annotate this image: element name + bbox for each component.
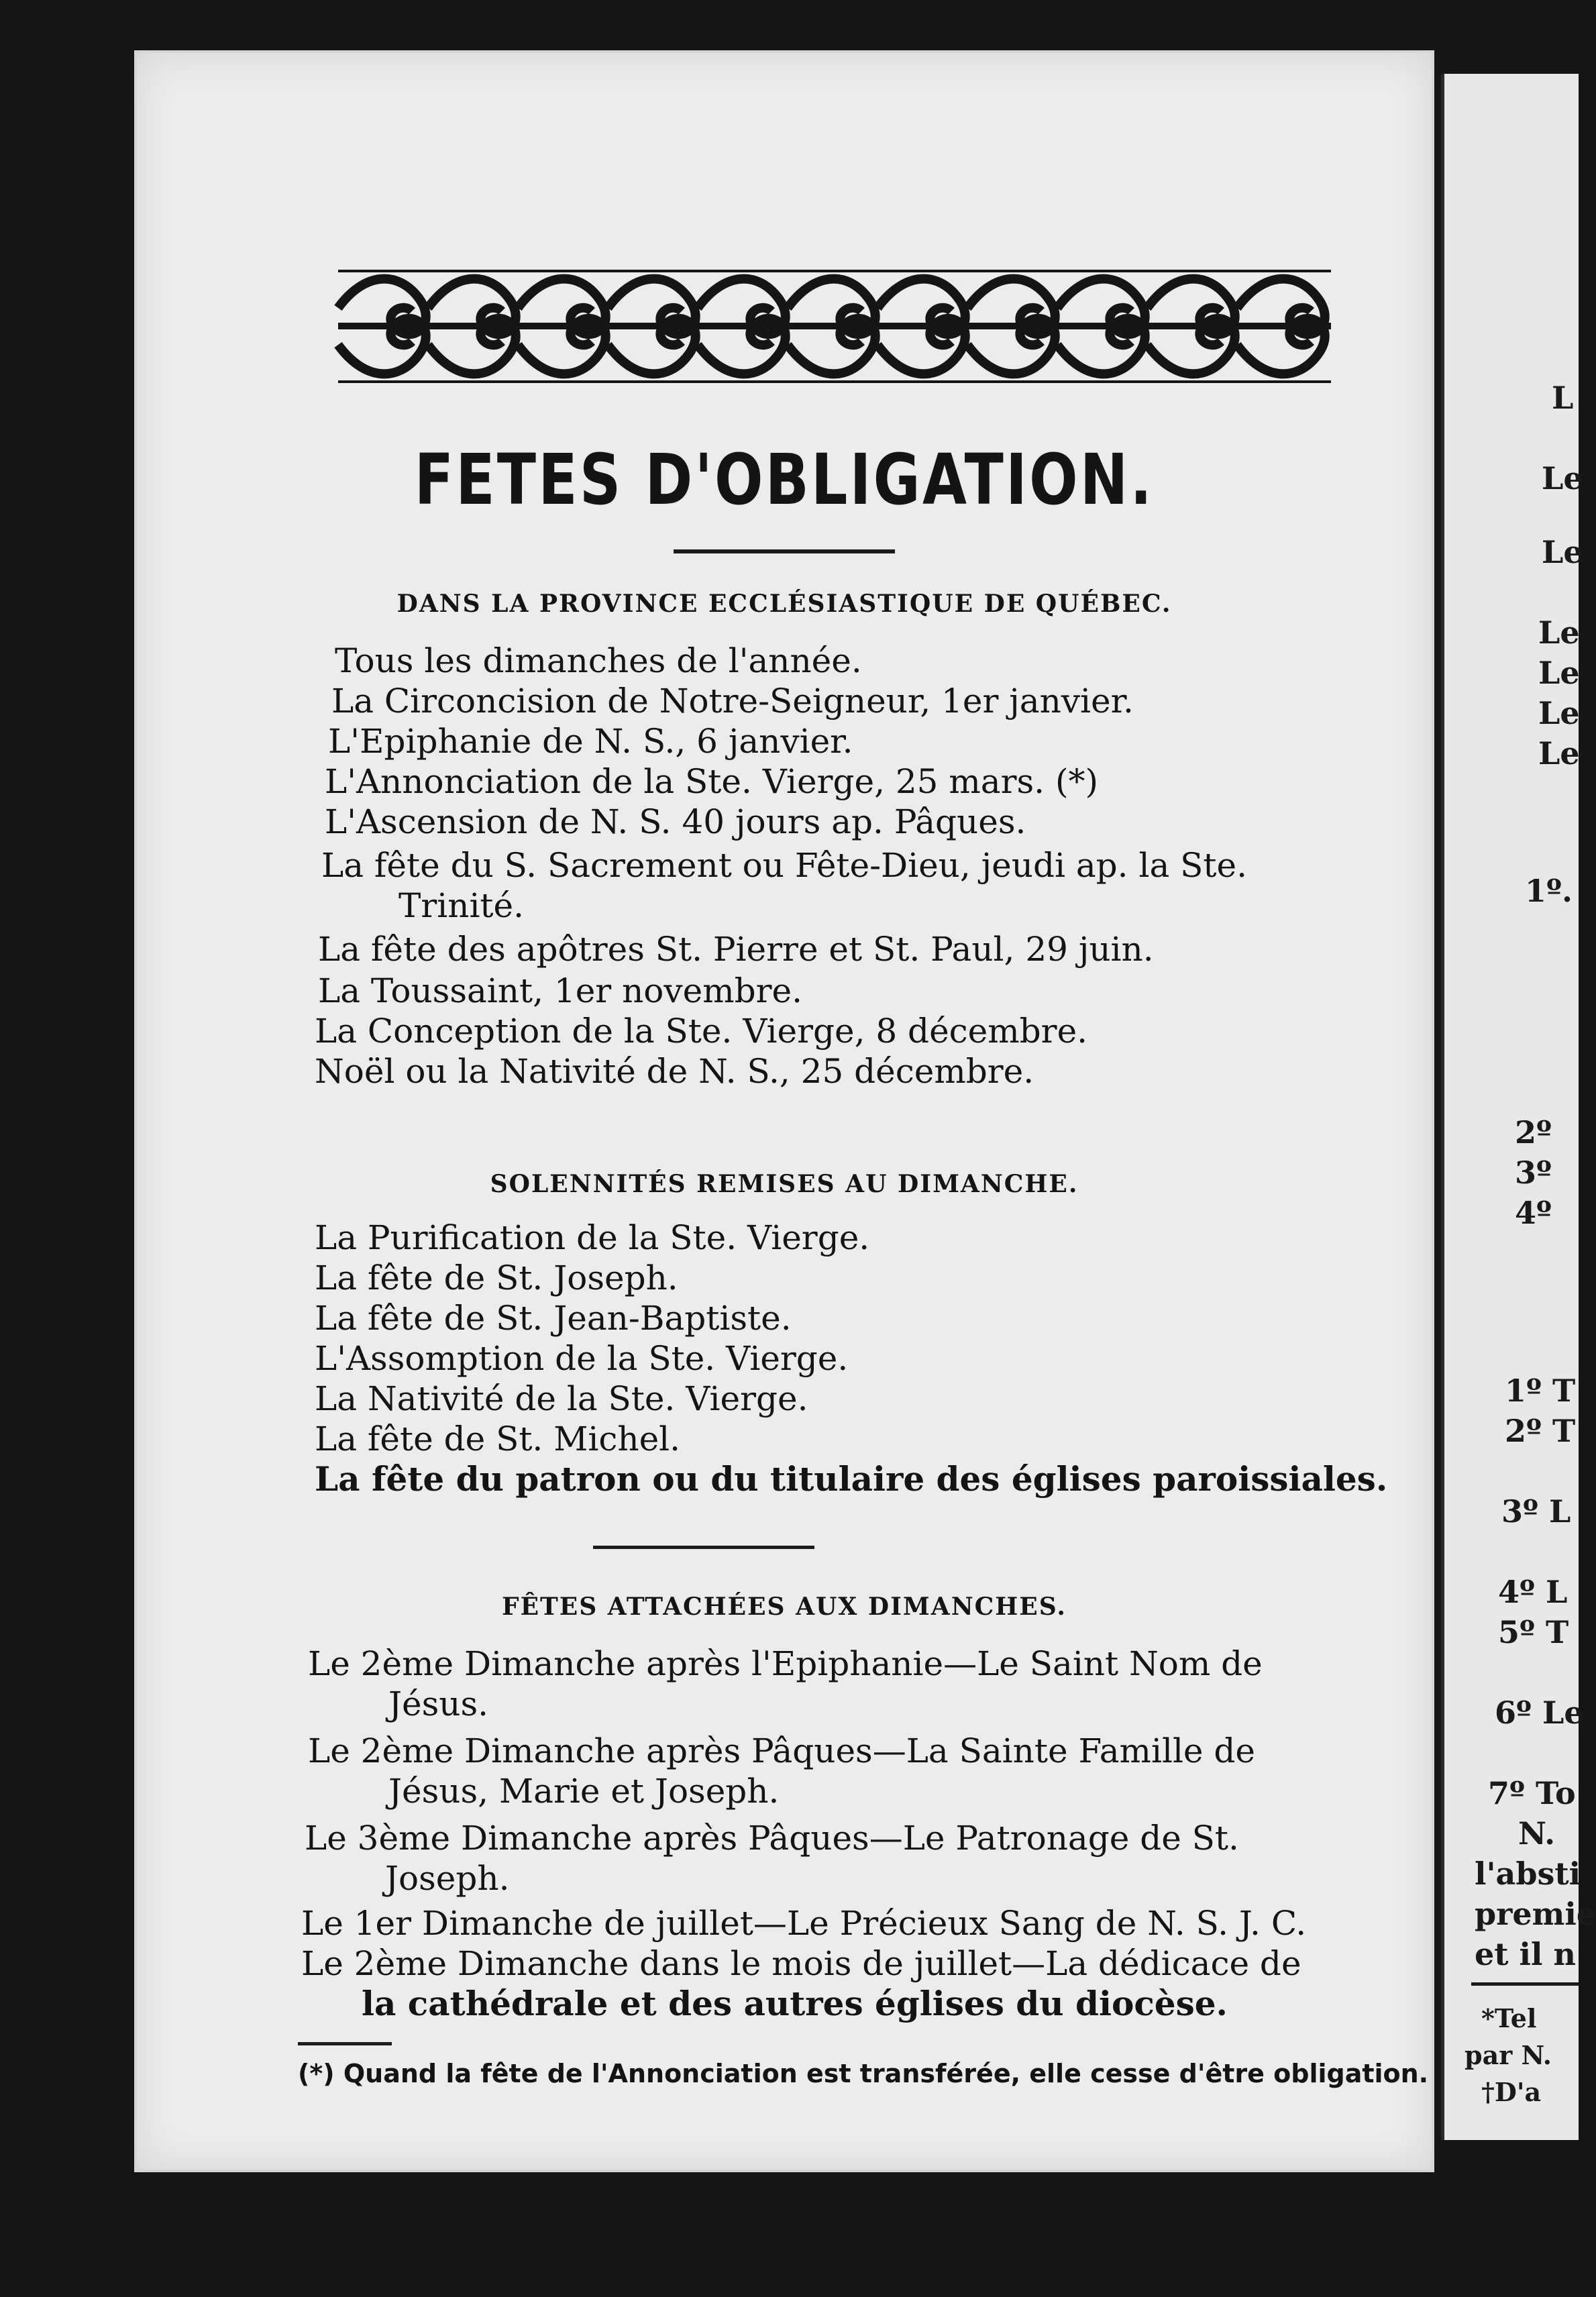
right-page-fragment: 5º T [1498,1614,1569,1650]
right-page-fragment: †D'a [1481,2077,1542,2107]
right-page-fragment: 1º T [1505,1373,1576,1409]
section-heading-solennites: SOLENNITÉS REMISES AU DIMANCHE. [490,1170,1079,1198]
dimanche-item: Le 1er Dimanche de juillet—Le Précieux Sang de N. S. J. C. [301,1904,1307,1943]
obligation-item: L'Epiphanie de N. S., 6 janvier. [328,722,853,761]
right-page-fragment: N. [1518,1815,1556,1852]
dimanche-item-continuation: Joseph. [385,1859,510,1898]
book-page-left [134,50,1434,2172]
right-page-fragment: Le [1538,655,1580,691]
right-page-rule [1471,1982,1579,1986]
decorative-vine-ornament [338,244,1331,405]
right-page-fragment: Le [1538,735,1580,771]
right-page-fragment: Le [1538,615,1580,651]
solennite-item: La fête de St. Joseph. [315,1259,678,1297]
right-page-fragment: et il n [1475,1936,1576,1972]
dimanche-item: Le 2ème Dimanche après Pâques—La Sainte Famille de [308,1731,1256,1770]
section-rule [593,1546,814,1549]
obligation-item: L'Annonciation de la Ste. Vierge, 25 mars. (*) [325,762,1098,801]
right-page-fragment: 1º. [1525,873,1573,909]
obligation-item: L'Ascension de N. S. 40 jours ap. Pâques. [325,802,1026,841]
right-page-fragment: l'absti [1475,1856,1581,1892]
dimanche-item-continuation: Jésus, Marie et Joseph. [388,1772,780,1811]
book-page-right-edge [1441,74,1596,2140]
obligation-item-continuation: Trinité. [398,886,525,925]
right-page-fragment: 4º [1515,1195,1552,1231]
obligation-item: Noël ou la Nativité de N. S., 25 décembre. [315,1052,1034,1091]
obligation-item: La fête des apôtres St. Pierre et St. Paul, 29 juin. [318,930,1154,969]
title-rule [674,549,895,553]
right-page-fragment: 2º T [1505,1413,1576,1449]
right-page-fragment: L [1552,380,1574,416]
dimanche-item: Le 2ème Dimanche dans le mois de juillet—La dédicace de [301,1944,1301,1983]
solennite-item: La fête de St. Jean-Baptiste. [315,1299,792,1338]
right-page-fragment: 2º [1515,1114,1552,1151]
right-page-fragment: *Tel [1481,2003,1537,2033]
dimanche-item-continuation: Jésus. [388,1685,489,1723]
dimanche-item: Le 3ème Dimanche après Pâques—Le Patronage de St. [305,1819,1239,1858]
section-heading-fetes-dimanches: FÊTES ATTACHÉES AUX DIMANCHES. [502,1593,1067,1621]
footnote: (*) Quand la fête de l'Annonciation est transférée, elle cesse d'être obligation. [298,2059,1429,2088]
obligation-item: La Circoncision de Notre-Seigneur, 1er janvier. [331,682,1134,720]
dimanche-item-continuation: la cathédrale et des autres églises du diocèse. [362,1984,1228,2023]
footnote-rule [298,2042,392,2045]
right-page-fragment: Le [1542,460,1583,496]
page-title: FETES D'OBLIGATION. [414,439,1155,521]
obligation-item: La Conception de la Ste. Vierge, 8 décembre. [315,1012,1088,1051]
right-page-fragment: 7º To [1488,1775,1576,1811]
right-page-fragment: Le [1538,695,1580,731]
solennite-item: La Purification de la Ste. Vierge. [315,1218,870,1257]
right-page-fragment: 3º [1515,1155,1552,1191]
solennite-item: La fête de St. Michel. [315,1420,681,1458]
solennite-item: La fête du patron ou du titulaire des églises paroissiales. [315,1459,1388,1499]
solennite-item: L'Assomption de la Ste. Vierge. [315,1339,849,1378]
dimanche-item: Le 2ème Dimanche après l'Epiphanie—Le Saint Nom de [308,1644,1263,1683]
section-heading-quebec: DANS LA PROVINCE ECCLÉSIASTIQUE DE QUÉBEC. [396,590,1172,618]
obligation-item: La fête du S. Sacrement ou Fête-Dieu, jeudi ap. la Ste. [321,846,1247,885]
right-page-fragment: 4º L [1498,1574,1568,1610]
right-page-fragment: 6º Le [1495,1695,1584,1731]
right-page-fragment: Le [1542,534,1583,570]
right-page-fragment: par N. [1465,2040,1552,2070]
obligation-item: Tous les dimanches de l'année. [335,641,862,680]
right-page-fragment: premie [1475,1896,1596,1932]
solennite-item: La Nativité de la Ste. Vierge. [315,1379,808,1418]
obligation-item: La Toussaint, 1er novembre. [318,971,803,1010]
right-page-fragment: 3º L [1501,1493,1571,1530]
